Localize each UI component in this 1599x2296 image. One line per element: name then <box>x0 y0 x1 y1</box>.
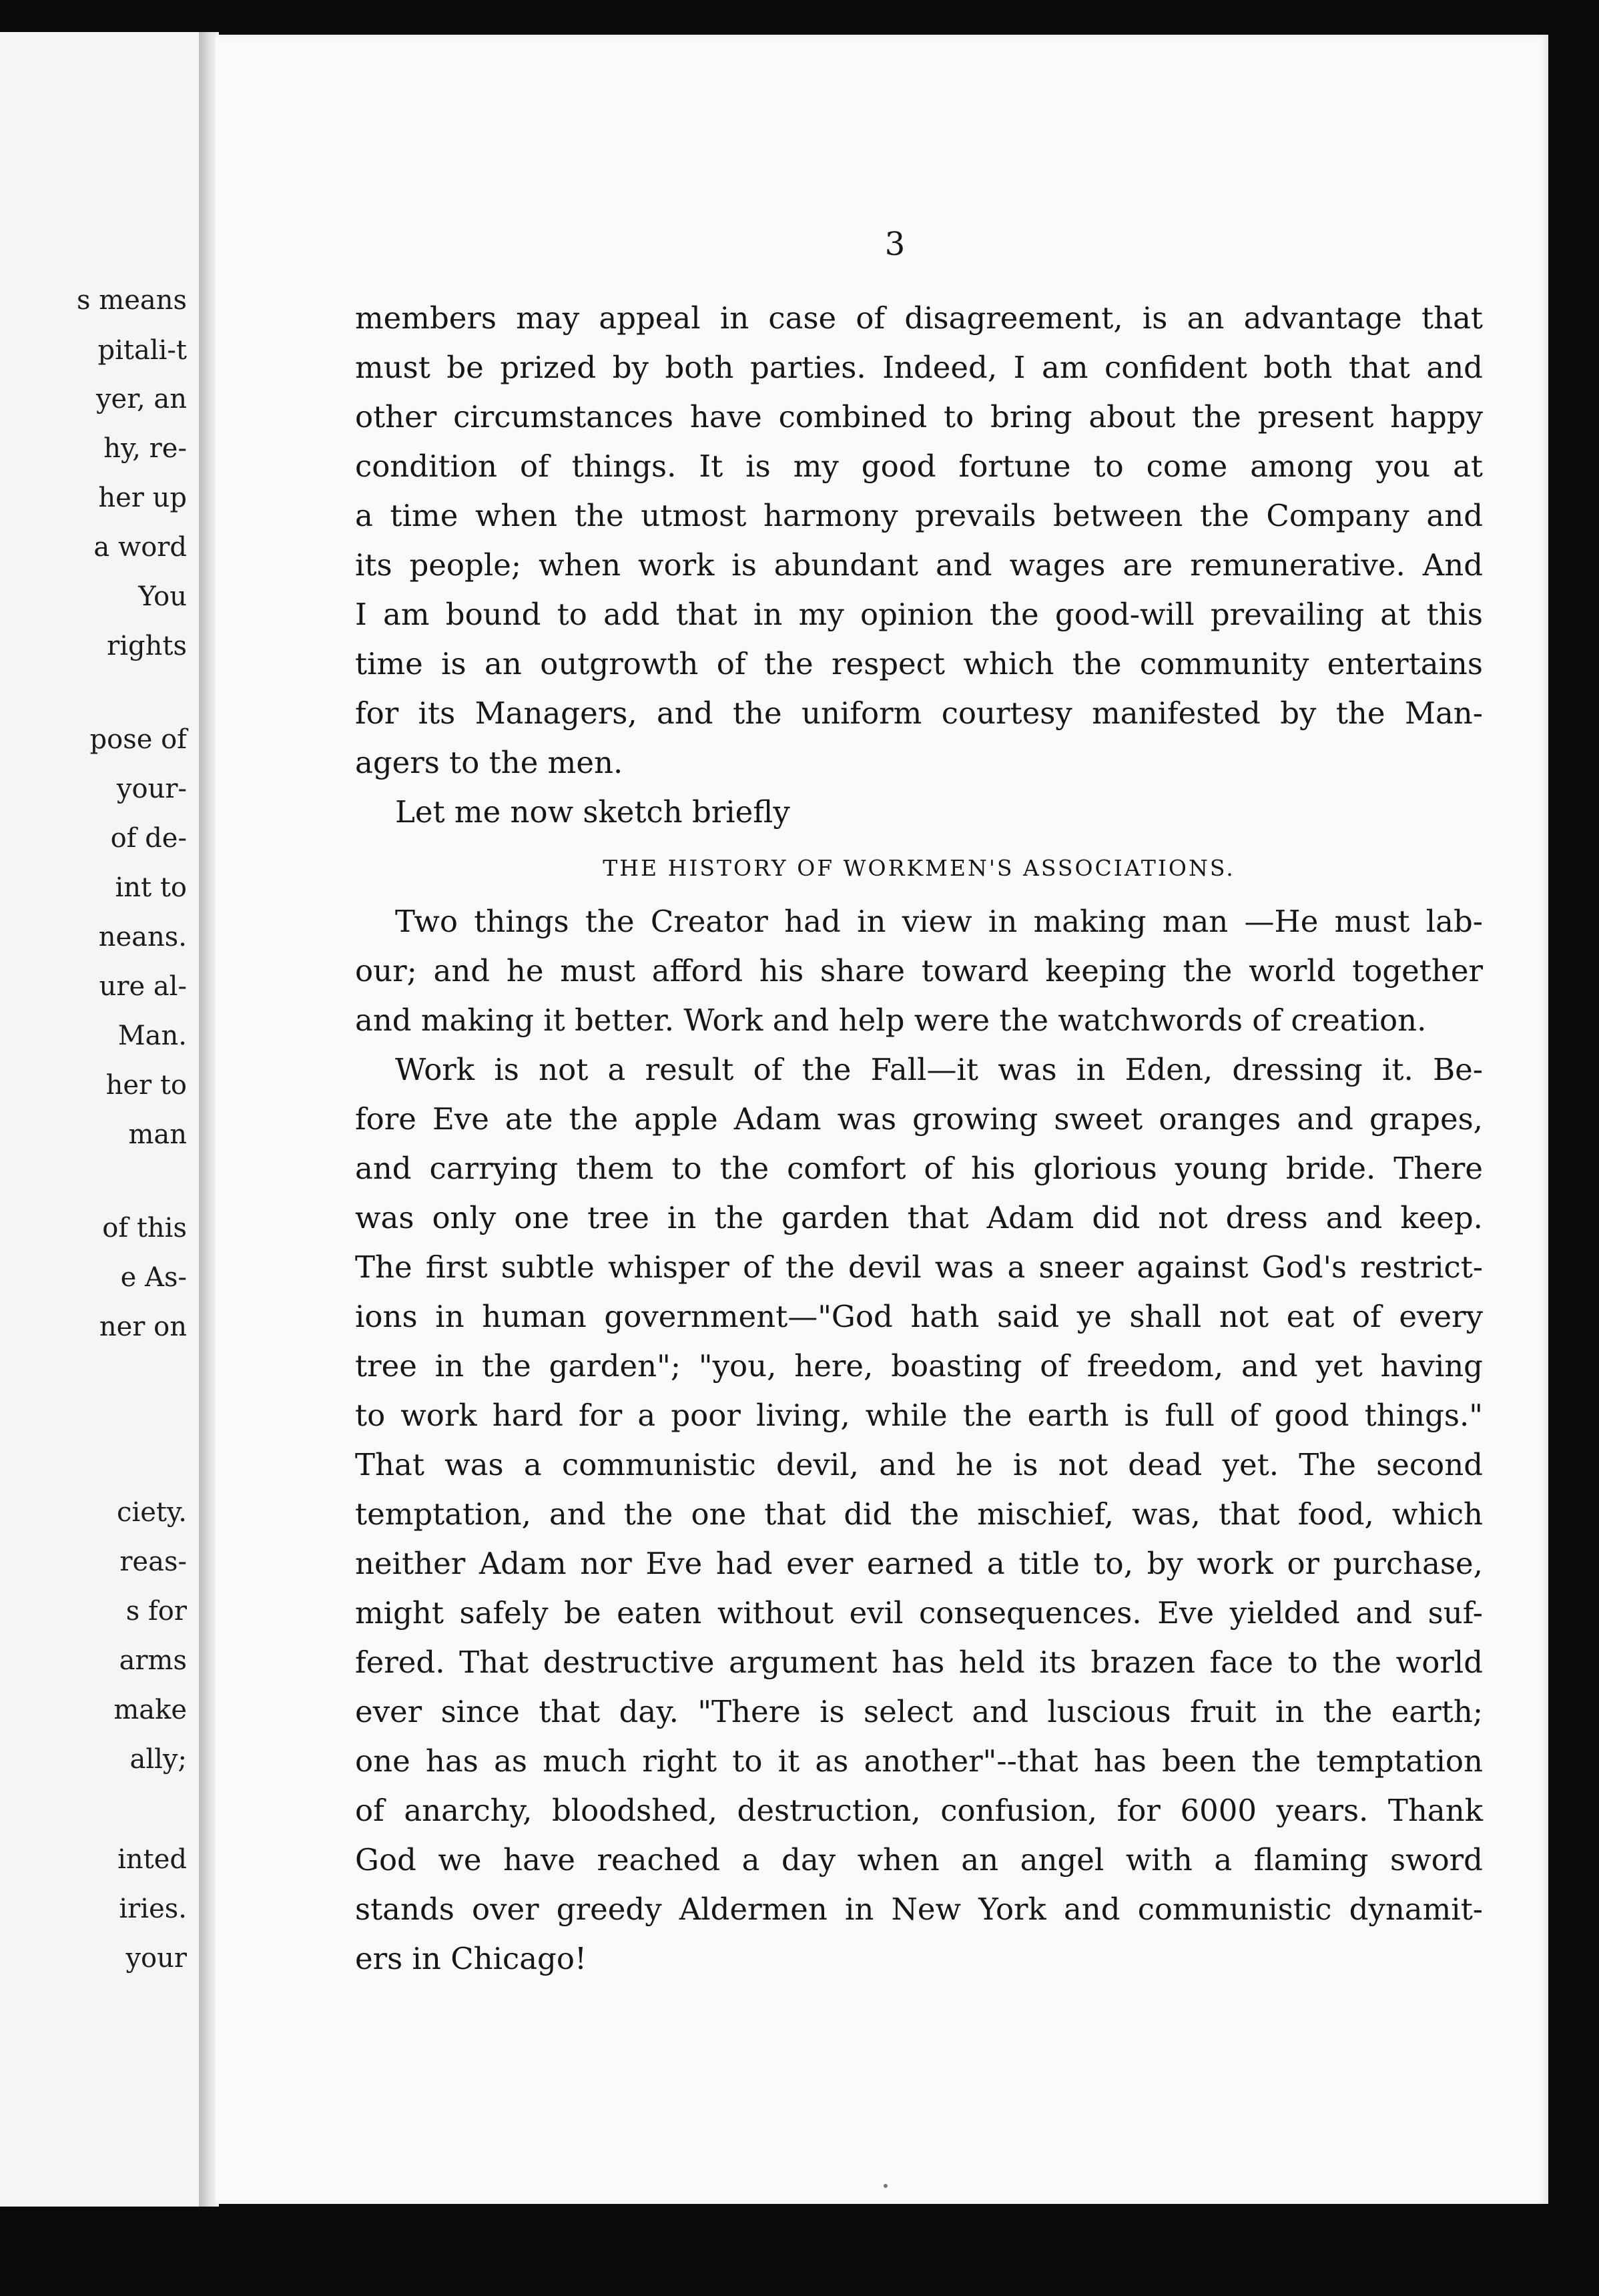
left-page-fragment: rights <box>107 631 187 661</box>
page <box>215 35 1548 2204</box>
left-page-fragment: of this <box>102 1213 187 1243</box>
left-page-fragment: reas- <box>119 1546 187 1577</box>
paragraph2-line: and making it better. Work and help were the watchwords of creation. <box>355 1002 1427 1038</box>
left-page-fragment: inted <box>117 1844 187 1875</box>
paragraph1-line: agers to the men. <box>355 745 623 780</box>
paragraph2-line: Two things the Creator had in view in making man —He must lab- <box>395 904 1483 939</box>
paragraph1-line: must be prized by both parties. Indeed, I am confident both that and <box>355 350 1483 385</box>
left-page-fragment: ally; <box>129 1744 187 1775</box>
paragraph-2 <box>355 897 1483 1045</box>
left-page-fragment: s means <box>77 285 187 316</box>
paragraph3-line: Work is not a result of the Fall—it was in Eden, dressing it. Be- <box>395 1052 1483 1087</box>
paragraph1-line: a time when the utmost harmony prevails between the Company and <box>355 498 1483 533</box>
paragraph3-line: tree in the garden"; "you, here, boasting of freedom, and yet having <box>355 1348 1483 1384</box>
body-text <box>355 294 1483 1984</box>
paragraph3-line: stands over greedy Aldermen in New York and communistic dynamit- <box>355 1892 1483 1927</box>
left-page-fragment: her up <box>98 483 187 513</box>
paragraph3-line: to work hard for a poor living, while the earth is full of good things." <box>355 1398 1483 1433</box>
paragraph3-line: of anarchy, bloodshed, destruction, confusion, for 6000 years. Thank <box>355 1793 1483 1828</box>
paragraph1-line: members may appeal in case of disagreement, is an advantage that <box>355 300 1483 336</box>
paragraph1-line: time is an outgrowth of the respect which the community entertains <box>355 646 1483 681</box>
paragraph-3 <box>355 1045 1483 1984</box>
paragraph3-line: temptation, and the one that did the mischief, was, that food, which <box>355 1496 1483 1532</box>
paragraph1-line: I am bound to add that in my opinion the good-will prevailing at this <box>355 597 1483 632</box>
left-page-fragment: man <box>128 1119 187 1150</box>
paragraph3-line: and carrying them to the comfort of his glorious young bride. There <box>355 1151 1483 1186</box>
left-page-fragment: ciety. <box>117 1497 187 1528</box>
left-page-fragment: a word <box>93 532 187 563</box>
left-page-fragment: iries. <box>119 1894 187 1924</box>
left-page-fragment: Man. <box>117 1021 187 1051</box>
left-page-fragment: yer, an <box>95 384 187 414</box>
paragraph3-line: ers in Chicago! <box>355 1941 587 1976</box>
paragraph1-line: its people; when work is abundant and wages are remunerative. And <box>355 547 1483 583</box>
paragraph3-line: God we have reached a day when an angel with a flaming sword <box>355 1842 1483 1878</box>
left-page-fragment: int to <box>115 872 187 903</box>
left-page-fragment: ner on <box>99 1312 187 1342</box>
left-page-fragment: hy, re- <box>103 433 187 464</box>
intro-line: Let me now sketch briefly <box>395 794 790 830</box>
paragraph3-line: one has as much right to it as another"--that has been the temptation <box>355 1743 1483 1779</box>
left-page-fragment: e As- <box>120 1262 187 1293</box>
paragraph1-line: for its Managers, and the uniform courtesy manifested by the Man- <box>355 695 1483 731</box>
paragraph1-line: condition of things. It is my good fortune to come among you at <box>355 449 1483 484</box>
left-page-fragment: pose of <box>89 724 187 755</box>
left-page-fragment: You <box>138 581 187 612</box>
paragraph3-line: was only one tree in the garden that Adam did not dress and keep. <box>355 1200 1483 1235</box>
speck <box>884 2184 888 2188</box>
left-page-fragment: her to <box>105 1070 187 1101</box>
paragraph3-line: fered. That destructive argument has held its brazen face to the world <box>355 1645 1483 1680</box>
paragraph-1 <box>355 294 1483 788</box>
left-page-fragment: your <box>125 1943 187 1974</box>
paragraph3-line: neither Adam nor Eve had ever earned a title to, by work or purchase, <box>355 1546 1483 1581</box>
paragraph3-line: That was a communistic devil, and he is not dead yet. The second <box>355 1447 1483 1482</box>
paragraph3-line: The first subtle whisper of the devil was a sneer against God's restrict- <box>355 1249 1483 1285</box>
paragraph1-line: other circumstances have combined to bring about the present happy <box>355 399 1483 435</box>
paragraph3-line: might safely be eaten without evil consequences. Eve yielded and suf- <box>355 1595 1483 1631</box>
left-page-fragment: neans. <box>98 922 187 952</box>
left-page-fragment: s for <box>125 1596 187 1627</box>
paragraph3-line: ever since that day. "There is select and luscious fruit in the earth; <box>355 1694 1483 1729</box>
left-page-fragment: arms <box>119 1645 187 1676</box>
left-page-fragment: make <box>113 1695 187 1725</box>
paragraph2-line: our; and he must afford his share toward keeping the world together <box>355 953 1483 988</box>
left-facing-page <box>0 32 200 2207</box>
section-heading: THE HISTORY OF WORKMEN'S ASSOCIATIONS. <box>603 855 1235 881</box>
paragraph3-line: fore Eve ate the apple Adam was growing sweet oranges and grapes, <box>355 1101 1483 1137</box>
left-page-fragment: of de- <box>110 823 187 854</box>
left-page-fragment: your- <box>116 774 187 804</box>
paragraph3-line: ions in human government—"God hath said ye shall not eat of every <box>355 1299 1483 1334</box>
left-page-fragment: pitali-t <box>97 335 187 366</box>
left-page-fragment: ure al- <box>99 971 187 1002</box>
page-number: 3 <box>884 226 906 263</box>
